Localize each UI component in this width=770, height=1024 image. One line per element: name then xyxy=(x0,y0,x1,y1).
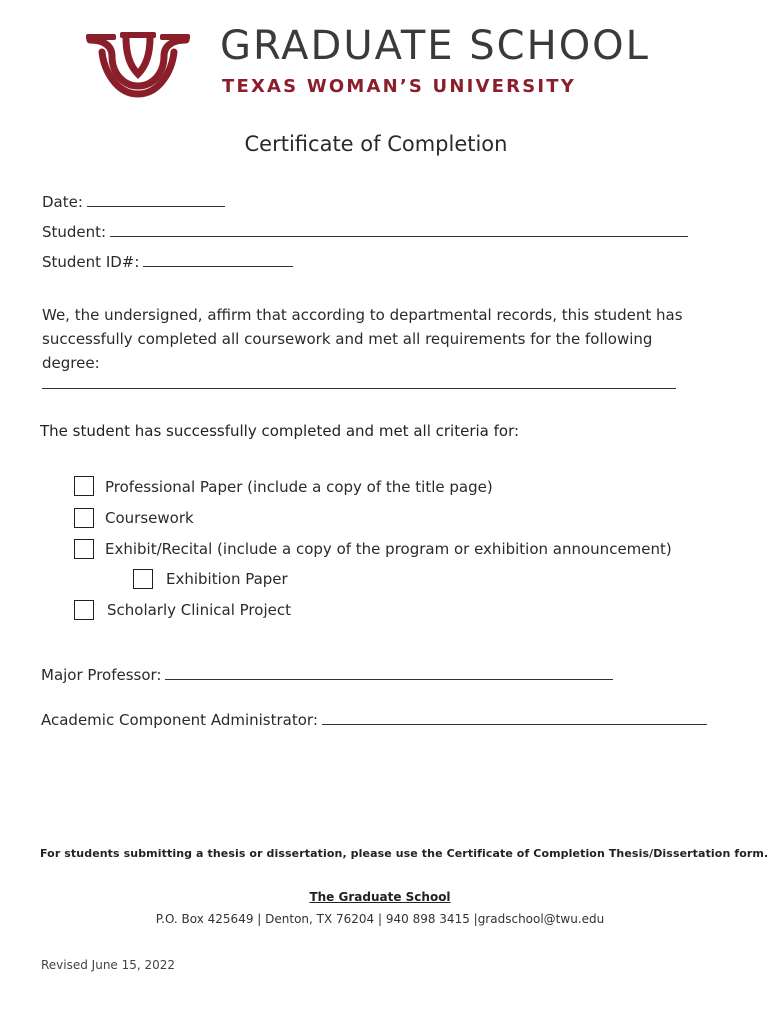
twu-crest-icon xyxy=(82,30,194,100)
criteria-label-exhibit-recital: Exhibit/Recital (include a copy of the program or exhibition announcement) xyxy=(105,540,672,558)
degree-input-line[interactable] xyxy=(42,388,676,389)
student-id-label: Student ID#: xyxy=(42,253,140,271)
checkbox-scholarly-clinical-project[interactable] xyxy=(74,600,94,620)
university-name: TEXAS WOMAN’S UNIVERSITY xyxy=(222,76,576,97)
checkbox-professional-paper[interactable] xyxy=(74,476,94,496)
student-id-input-line[interactable] xyxy=(143,252,293,267)
footer-contact: P.O. Box 425649 | Denton, TX 76204 | 940 898 3415 |gradschool@twu.edu xyxy=(155,912,605,926)
student-id-field[interactable] xyxy=(42,252,293,272)
checkbox-coursework[interactable] xyxy=(74,508,94,528)
criteria-label-scholarly-clinical-project: Scholarly Clinical Project xyxy=(107,601,291,619)
administrator-field[interactable] xyxy=(41,710,707,730)
date-input-line[interactable] xyxy=(87,192,225,207)
checkbox-exhibition-paper[interactable] xyxy=(133,569,153,589)
criteria-label-coursework: Coursework xyxy=(105,509,194,527)
school-name: GRADUATE SCHOOL xyxy=(220,23,650,69)
checkbox-exhibit-recital[interactable] xyxy=(74,539,94,559)
administrator-label: Academic Component Administrator: xyxy=(41,711,318,729)
administrator-signature-line[interactable] xyxy=(322,710,707,725)
affirmation-text: We, the undersigned, affirm that according to departmental records, this student has successfully completed all coursework and met all requirements for the following degree: xyxy=(42,306,683,372)
major-professor-signature-line[interactable] xyxy=(165,665,613,680)
major-professor-label: Major Professor: xyxy=(41,666,162,684)
student-label: Student: xyxy=(42,223,107,241)
major-professor-field[interactable] xyxy=(41,665,613,685)
footer-org: The Graduate School xyxy=(309,890,451,904)
date-field[interactable] xyxy=(42,192,225,212)
criteria-label-professional-paper: Professional Paper (include a copy of the title page) xyxy=(105,478,493,496)
thesis-note: For students submitting a thesis or dissertation, please use the Certificate of Completion Thesis/Dissertation form. xyxy=(40,847,769,860)
criteria-label-exhibition-paper: Exhibition Paper xyxy=(166,570,288,588)
page-title: Certificate of Completion xyxy=(244,132,508,156)
revised-date: Revised June 15, 2022 xyxy=(41,958,176,972)
student-input-line[interactable] xyxy=(110,222,688,237)
criteria-intro: The student has successfully completed and met all criteria for: xyxy=(40,422,520,440)
student-field[interactable] xyxy=(42,222,688,242)
date-label: Date: xyxy=(42,193,83,211)
